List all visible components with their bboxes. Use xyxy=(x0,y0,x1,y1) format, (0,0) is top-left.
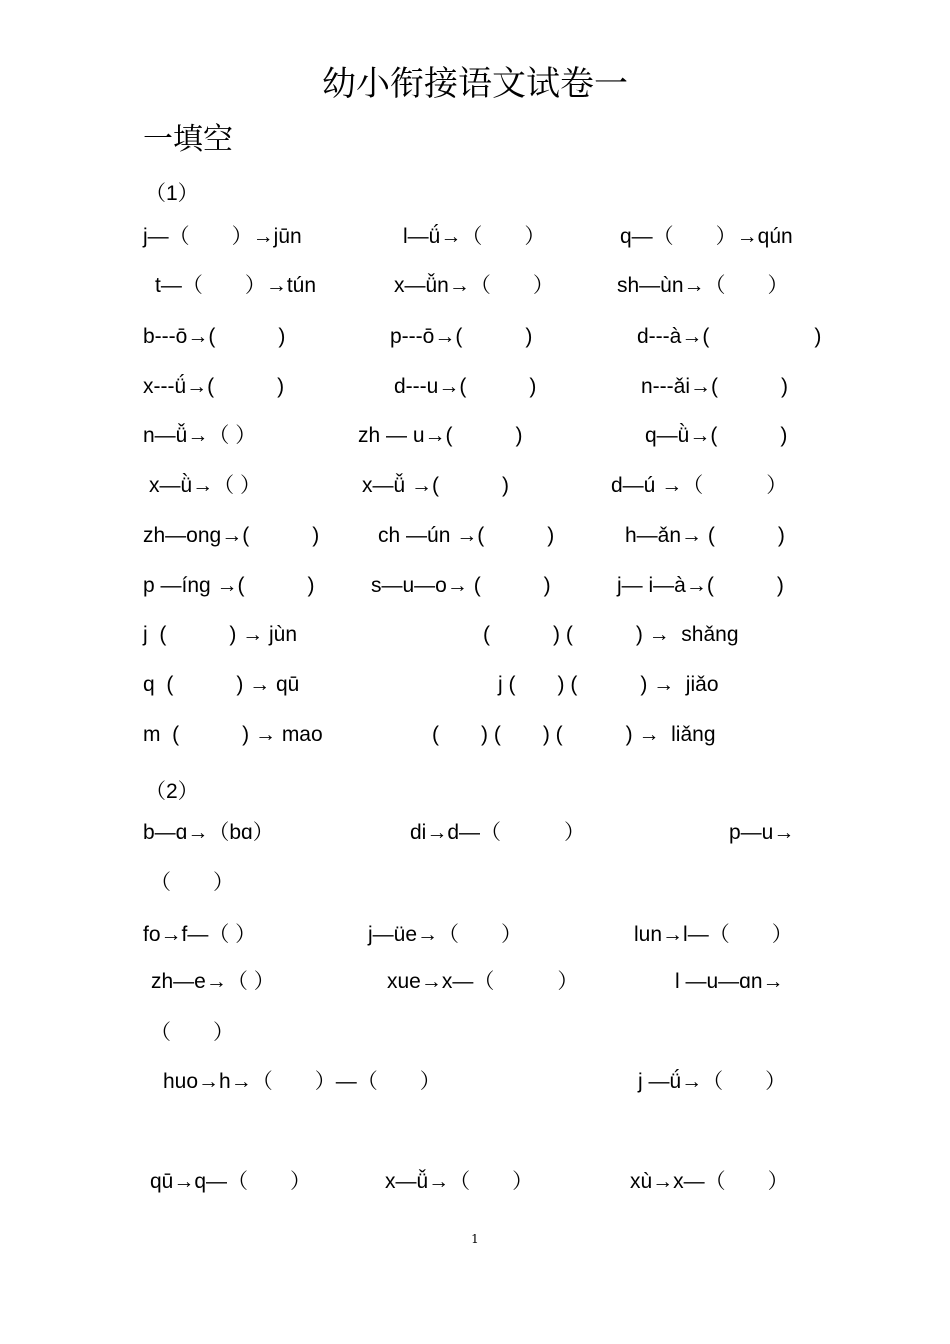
exercise-item: p---ō→( ) xyxy=(390,325,533,348)
exercise-item: t—（ ）→tún xyxy=(155,274,317,297)
exercise-item: zh—e→（ ） xyxy=(151,970,275,993)
exercise-item: x---ǘ→( ) xyxy=(143,375,285,398)
exercise-item: m ( ) → mao xyxy=(143,723,323,746)
exercise-item: s—u—o→ ( ) xyxy=(371,574,551,597)
exercise-item: fo→f—（ ） xyxy=(143,923,257,946)
exercise-item: j—（ ）→jūn xyxy=(143,225,302,248)
exercise-item: b—ɑ→（bɑ） xyxy=(143,821,274,844)
exercise-item: lun→l—（ ） xyxy=(634,923,793,946)
part2-label: （2） xyxy=(145,780,199,803)
exercise-item: zh—ong→( ) xyxy=(143,524,320,547)
exercise-item: j ( ) ( ) → jiǎo xyxy=(498,673,719,696)
exercise-item: xù→x—（ ） xyxy=(630,1170,789,1193)
exercise-item: b---ō→( ) xyxy=(143,325,286,348)
exercise-item: j —ǘ→（ ） xyxy=(638,1070,787,1093)
exercise-item: d—ú →（ ） xyxy=(611,474,788,497)
exercise-item: sh—ùn→（ ） xyxy=(617,274,789,297)
exercise-item: h—ǎn→ ( ) xyxy=(625,524,785,547)
exercise-item: j— i—à→( ) xyxy=(617,574,784,597)
part1-label: （1） xyxy=(145,182,199,205)
page-title: 幼小衔接语文试卷一 xyxy=(322,64,628,104)
exercise-item: q—（ ）→qún xyxy=(620,225,793,248)
exercise-item: d---à→( ) xyxy=(637,325,822,348)
exercise-item: x—ǚ →( ) xyxy=(362,474,509,497)
exercise-item: j ( ) → jùn xyxy=(143,623,298,646)
exercise-item: ( ) ( ) ( ) → liǎng xyxy=(432,723,716,746)
exercise-item: p —íng →( ) xyxy=(143,574,315,597)
exercise-item: p—u→ xyxy=(729,821,795,844)
exercise-item: ch —ún →( ) xyxy=(378,524,555,547)
exercise-item: n—ǚ→（ ） xyxy=(143,424,257,447)
exercise-item: qū→q—（ ） xyxy=(150,1170,312,1193)
exercise-item: x—ǚn→（ ） xyxy=(394,274,554,297)
exercise-item: x—ǚ→（ ） xyxy=(385,1170,534,1193)
exercise-item: （ ） xyxy=(150,871,234,894)
exercise-item: l—ǘ→（ ） xyxy=(403,225,546,248)
section-heading: 一填空 xyxy=(143,122,233,157)
page-number: 1 xyxy=(471,1232,479,1246)
exercise-item: huo→h→（ ）—（ ） xyxy=(163,1070,441,1093)
exercise-item: di→d—（ ） xyxy=(410,821,586,844)
exercise-item: q ( ) → qū xyxy=(143,673,300,696)
exercise-item: q—ǜ→( ) xyxy=(645,424,788,447)
exercise-item: （ ） xyxy=(150,1021,234,1044)
exercise-item: j—üe→（ ） xyxy=(368,923,523,946)
exercise-item: x—ǜ→（ ） xyxy=(149,474,262,497)
exercise-item: l —u—ɑn→ xyxy=(675,970,784,993)
exercise-item: d---u→( ) xyxy=(394,375,537,398)
exercise-item: n---ǎi→( ) xyxy=(641,375,788,398)
exercise-item: ( ) ( ) → shǎng xyxy=(483,623,739,646)
exercise-item: zh — u→( ) xyxy=(358,424,523,447)
exercise-item: xue→x—（ ） xyxy=(387,970,579,993)
